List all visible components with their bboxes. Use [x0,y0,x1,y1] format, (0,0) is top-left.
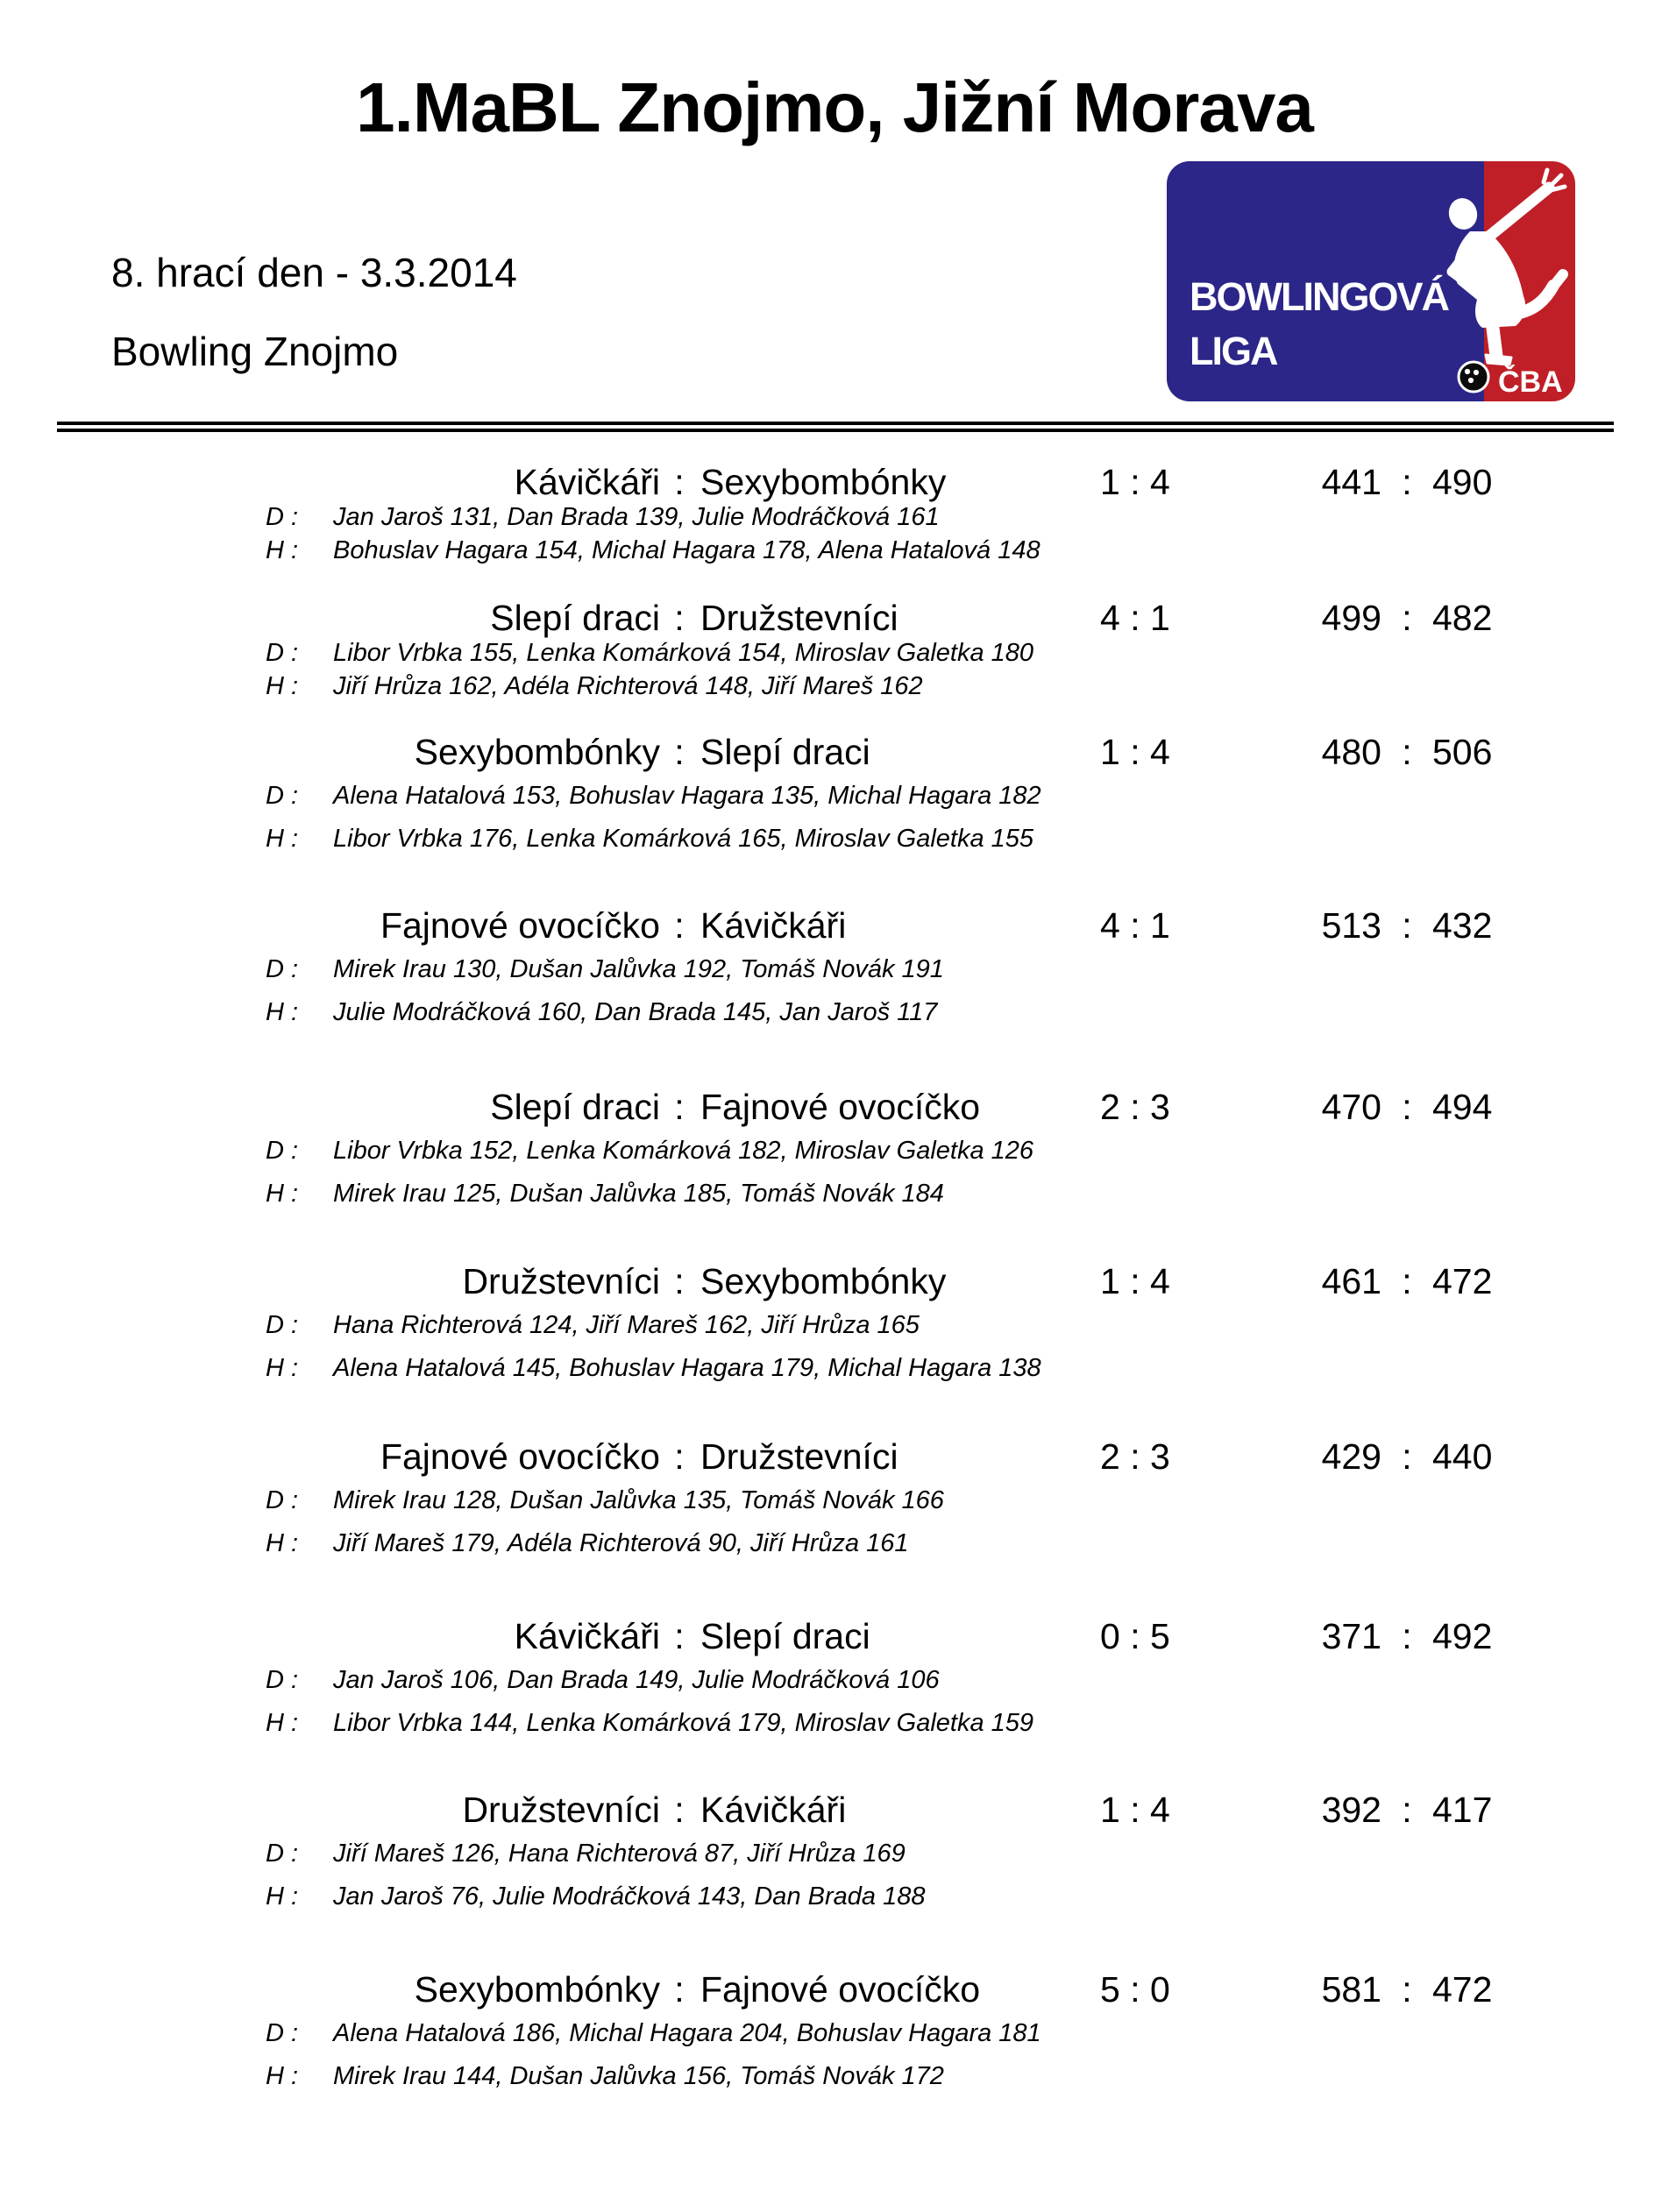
match-result [0,1792,1669,1924]
pins-away: 490 [1432,462,1493,502]
home-team-name: Družstevníci [462,1790,660,1830]
pins-home: 371 [1321,1616,1381,1656]
away-team-name: Kávičkáři [700,905,847,946]
pins-away: 494 [1432,1087,1493,1127]
away-row-label: H : [266,1180,299,1208]
team-separator: : [674,598,685,638]
home-players: Libor Vrbka 155, Lenka Komárková 154, Miroslav Galetka 180 [333,639,1034,667]
home-team-name: Slepí draci [490,598,660,638]
set-score: 5 : 0 [1100,1969,1170,2010]
header-divider [57,422,1614,432]
away-row-label: H : [266,825,299,853]
set-score: 2 : 3 [1100,1087,1170,1127]
team-separator: : [674,1261,685,1301]
away-team-name: Družstevníci [700,598,898,638]
team-separator: : [674,1616,685,1656]
pins-separator: : [1402,1436,1412,1477]
away-players: Libor Vrbka 176, Lenka Komárková 165, Miroslav Galetka 155 [333,825,1034,853]
home-row-label: D : [266,1137,299,1165]
away-players: Jan Jaroš 76, Julie Modráčková 143, Dan Brada 188 [333,1882,926,1911]
pins-separator: : [1402,1969,1412,2010]
pins-home: 480 [1321,732,1381,772]
league-logo [1167,161,1575,401]
pins-separator: : [1402,462,1412,502]
away-row-label: H : [266,1529,299,1557]
pins-away: 432 [1432,905,1493,946]
home-team-name: Kávičkáři [514,1616,660,1656]
home-team-name: Fajnové ovocíčko [380,1436,660,1477]
away-players: Libor Vrbka 144, Lenka Komárková 179, Miroslav Galetka 159 [333,1709,1034,1737]
home-players: Jan Jaroš 131, Dan Brada 139, Julie Modráčková 161 [333,503,940,531]
match-result [0,1089,1669,1221]
home-team-name: Družstevníci [462,1261,660,1301]
venue-name: Bowling Znojmo [111,329,399,374]
match-result [0,1261,1669,1395]
home-team-name: Sexybombónky [414,1969,660,2010]
match-result [0,1969,1669,2103]
away-row-label: H : [266,672,299,700]
pins-away: 417 [1432,1790,1493,1830]
set-score: 4 : 1 [1100,598,1170,638]
pins-home: 461 [1321,1261,1381,1301]
home-row-label: D : [266,503,299,531]
pins-home: 441 [1321,462,1381,502]
home-row-label: D : [266,1486,299,1514]
logo-text-line1: BOWLINGOVÁ [1190,274,1448,319]
match-result [0,905,1669,1039]
set-score: 1 : 4 [1100,1261,1170,1301]
home-row-label: D : [266,955,299,983]
home-players: Jiří Mareš 126, Hana Richterová 87, Jiří Hrůza 169 [333,1840,906,1868]
home-row-label: D : [266,782,299,810]
away-players: Mirek Irau 144, Dušan Jalůvka 156, Tomáš Novák 172 [333,2062,944,2090]
pins-separator: : [1402,1261,1412,1301]
set-score: 1 : 4 [1100,732,1170,772]
home-team-name: Sexybombónky [414,732,660,772]
away-team-name: Fajnové ovocíčko [700,1969,981,2010]
set-score: 1 : 4 [1100,462,1170,502]
home-row-label: D : [266,2019,299,2047]
logo-badge-cba: ČBA [1498,365,1563,399]
home-row-label: D : [266,1311,299,1339]
pins-home: 581 [1321,1969,1381,2010]
team-separator: : [674,905,685,946]
pins-separator: : [1402,732,1412,772]
match-result [0,1616,1669,1750]
set-score: 1 : 4 [1100,1790,1170,1830]
home-team-name: Kávičkáři [514,462,660,502]
pins-away: 482 [1432,598,1493,638]
pins-separator: : [1402,598,1412,638]
team-separator: : [674,1969,685,2010]
pins-home: 392 [1321,1790,1381,1830]
pins-separator: : [1402,905,1412,946]
bowling-ball-icon [1459,362,1488,392]
away-players: Alena Hatalová 145, Bohuslav Hagara 179, Michal Hagara 138 [333,1354,1041,1382]
home-team-name: Slepí draci [490,1087,660,1127]
away-players: Jiří Mareš 179, Adéla Richterová 90, Jiří Hrůza 161 [333,1529,909,1557]
pins-separator: : [1402,1790,1412,1830]
away-team-name: Sexybombónky [700,462,947,502]
team-separator: : [674,462,685,502]
pins-away: 472 [1432,1969,1493,2010]
team-separator: : [674,1436,685,1477]
away-team-name: Slepí draci [700,732,870,772]
home-players: Mirek Irau 130, Dušan Jalůvka 192, Tomáš Novák 191 [333,955,944,983]
match-result [0,1436,1669,1570]
home-row-label: D : [266,639,299,667]
pins-away: 506 [1432,732,1493,772]
away-row-label: H : [266,1354,299,1382]
set-score: 4 : 1 [1100,905,1170,946]
away-row-label: H : [266,2062,299,2090]
set-score: 2 : 3 [1100,1436,1170,1477]
away-team-name: Slepí draci [700,1616,870,1656]
home-row-label: D : [266,1666,299,1694]
team-separator: : [674,1790,685,1830]
home-players: Libor Vrbka 152, Lenka Komárková 182, Miroslav Galetka 126 [333,1137,1034,1165]
pins-home: 499 [1321,598,1381,638]
page-title: 1.MaBL Znojmo, Jižní Morava [356,68,1313,146]
pins-home: 429 [1321,1436,1381,1477]
away-row-label: H : [266,536,299,564]
pins-away: 440 [1432,1436,1493,1477]
match-result [0,464,1669,596]
pins-separator: : [1402,1616,1412,1656]
home-row-label: D : [266,1840,299,1868]
pins-away: 492 [1432,1616,1493,1656]
round-date: 8. hrací den - 3.3.2014 [111,250,517,295]
pins-home: 513 [1321,905,1381,946]
away-team-name: Kávičkáři [700,1790,847,1830]
match-result [0,734,1669,866]
team-separator: : [674,1087,685,1127]
away-row-label: H : [266,1709,299,1737]
away-row-label: H : [266,1882,299,1911]
set-score: 0 : 5 [1100,1616,1170,1656]
home-players: Jan Jaroš 106, Dan Brada 149, Julie Modráčková 106 [333,1666,940,1694]
home-players: Hana Richterová 124, Jiří Mareš 162, Jiří Hrůza 165 [333,1311,920,1339]
match-result [0,600,1669,732]
away-players: Julie Modráčková 160, Dan Brada 145, Jan Jaroš 117 [333,998,938,1026]
pins-separator: : [1402,1087,1412,1127]
logo-text-line2: LIGA [1190,329,1277,373]
away-players: Mirek Irau 125, Dušan Jalůvka 185, Tomáš Novák 184 [333,1180,944,1208]
away-team-name: Sexybombónky [700,1261,947,1301]
team-separator: : [674,732,685,772]
home-players: Mirek Irau 128, Dušan Jalůvka 135, Tomáš Novák 166 [333,1486,944,1514]
pins-home: 470 [1321,1087,1381,1127]
away-row-label: H : [266,998,299,1026]
home-players: Alena Hatalová 186, Michal Hagara 204, Bohuslav Hagara 181 [333,2019,1041,2047]
pins-away: 472 [1432,1261,1493,1301]
home-team-name: Fajnové ovocíčko [380,905,660,946]
away-players: Jiří Hrůza 162, Adéla Richterová 148, Jiří Mareš 162 [333,672,923,700]
away-players: Bohuslav Hagara 154, Michal Hagara 178, Alena Hatalová 148 [333,536,1040,564]
home-players: Alena Hatalová 153, Bohuslav Hagara 135, Michal Hagara 182 [333,782,1041,810]
away-team-name: Družstevníci [700,1436,898,1477]
away-team-name: Fajnové ovocíčko [700,1087,981,1127]
